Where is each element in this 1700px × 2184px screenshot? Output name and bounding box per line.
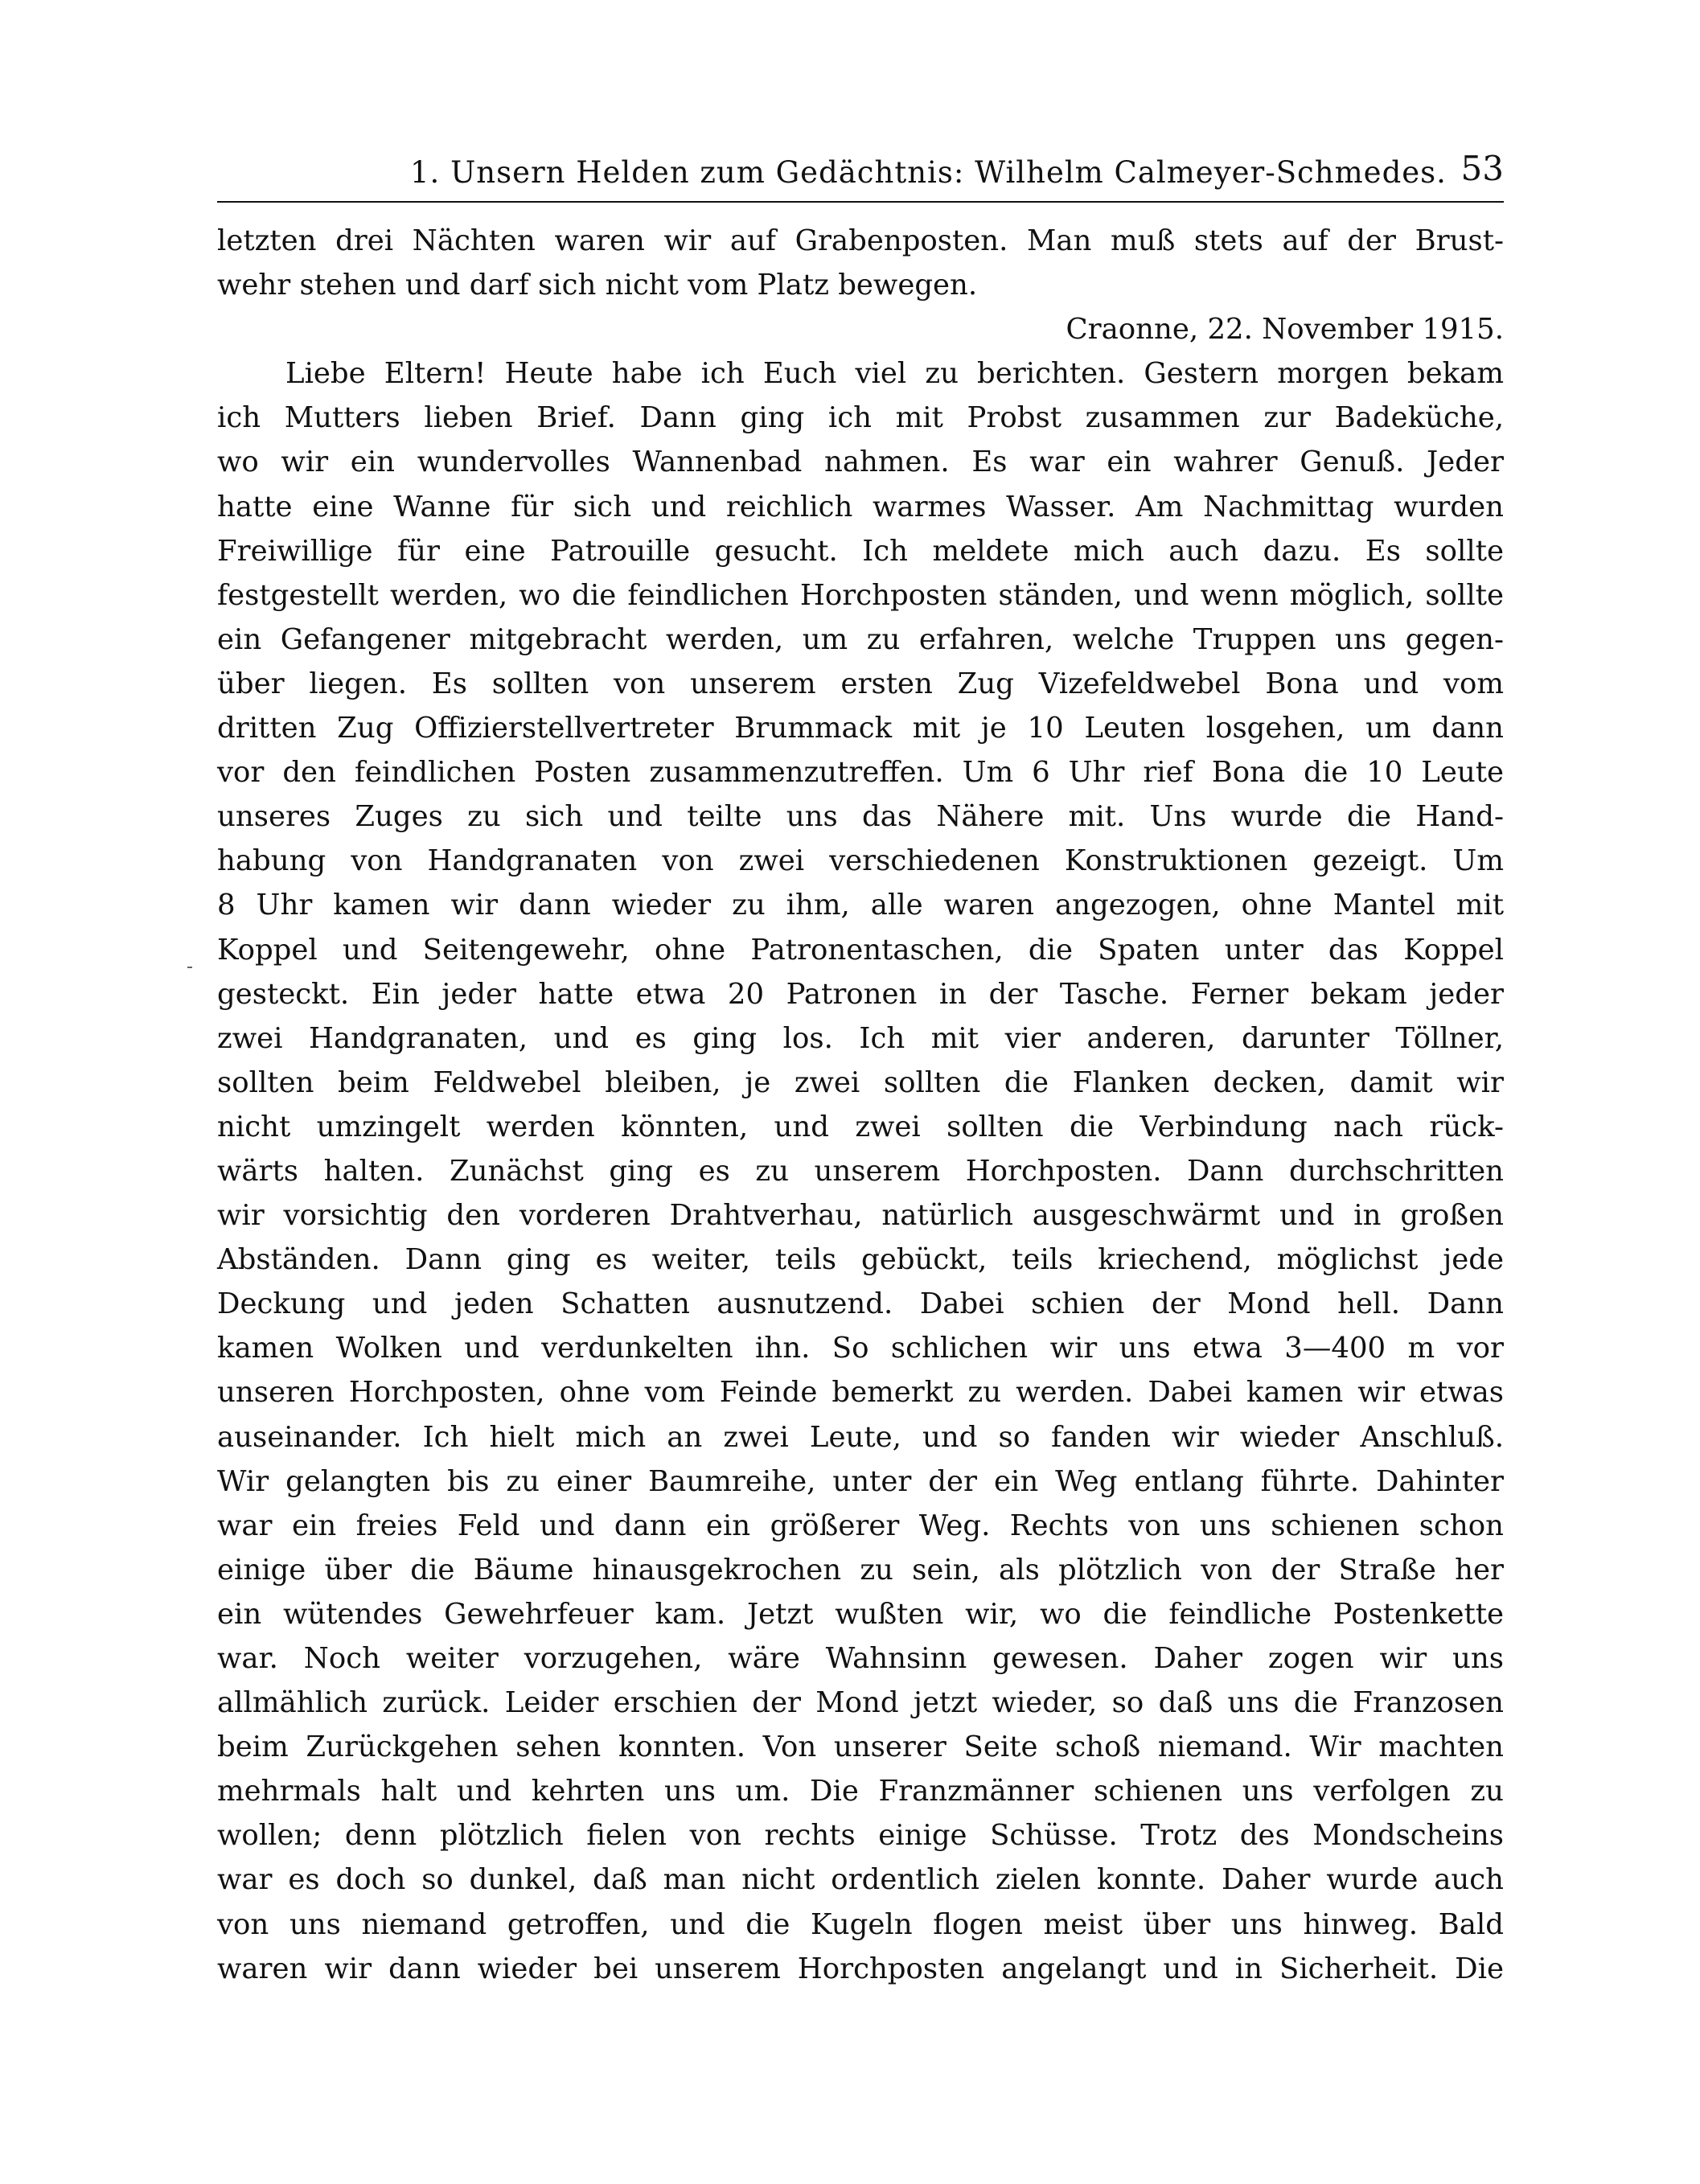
text-line: waren wir dann wieder bei unserem Horchposten angelangt und in Sicherheit. Die (217, 1952, 1504, 1985)
margin-mark (187, 967, 192, 968)
text-line: kamen Wolken und verdunkelten ihn. So schlichen wir uns etwa 3—400 m vor (217, 1332, 1504, 1365)
text-line: war. Noch weiter vorzugehen, wäre Wahnsinn gewesen. Daher zogen wir uns (217, 1642, 1504, 1675)
text-line: Liebe Eltern! Heute habe ich Euch viel zu berichten. Gestern morgen bekam (285, 357, 1504, 391)
text-line: ein Gefangener mitgebracht werden, um zu erfahren, welche Truppen uns gegen- (217, 622, 1504, 656)
text-line: von uns niemand getroffen, und die Kugeln flogen meist über uns hinweg. Bald (217, 1907, 1504, 1941)
header-rule (217, 201, 1504, 203)
text-line: zwei Handgranaten, und es ging los. Ich mit vier anderen, darunter Töllner, (217, 1021, 1504, 1055)
text-line: wollen; denn plötzlich fielen von rechts einige Schüsse. Trotz des Mondscheins (217, 1819, 1504, 1853)
text-line: Wir gelangten bis zu einer Baumreihe, unter der ein Weg entlang führte. Dahinter (217, 1464, 1504, 1498)
text-line: allmählich zurück. Leider erschien der Mond jetzt wieder, so daß uns die Franzosen (217, 1686, 1504, 1720)
text-line: auseinander. Ich hielt mich an zwei Leute, und so fanden wir wieder Anschluß. (217, 1420, 1504, 1454)
text-line: einige über die Bäume hinausgekrochen zu sein, als plötzlich von der Straße her (217, 1553, 1504, 1587)
text-line: wärts halten. Zunächst ging es zu unserem Horchposten. Dann durchschritten (217, 1154, 1504, 1188)
text-line: ich Mutters lieben Brief. Dann ging ich mit Probst zusammen zur Badeküche, (217, 401, 1504, 435)
text-line: Deckung und jeden Schatten ausnutzend. Dabei schien der Mond hell. Dann (217, 1287, 1504, 1321)
running-header (217, 149, 1504, 197)
text-line: unseren Horchposten, ohne vom Feinde bemerkt zu werden. Dabei kamen wir etwas (217, 1376, 1504, 1410)
text-line: nicht umzingelt werden könnten, und zwei sollten die Verbindung nach rück- (217, 1110, 1504, 1143)
text-line: festgestellt werden, wo die feindlichen Horchposten ständen, und wenn möglich, sollte (217, 578, 1504, 612)
text-line: gesteckt. Ein jeder hatte etwa 20 Patronen in der Tasche. Ferner bekam jeder (217, 977, 1504, 1011)
text-line: wir vorsichtig den vorderen Drahtverhau, natürlich ausgeschwärmt und in großen (217, 1199, 1504, 1233)
text-line: unseres Zuges zu sich und teilte uns das Nähere mit. Uns wurde die Hand- (217, 800, 1504, 834)
text-line: dritten Zug Offizierstellvertreter Brummack mit je 10 Leuten losgehen, um dann (217, 712, 1504, 745)
text-line: beim Zurückgehen sehen konnten. Von unserer Seite schoß niemand. Wir machten (217, 1730, 1504, 1764)
text-line: Abständen. Dann ging es weiter, teils gebückt, teils kriechend, möglichst jede (217, 1243, 1504, 1277)
text-line: ein wütendes Gewehrfeuer kam. Jetzt wußten wir, wo die feindliche Postenkette (217, 1597, 1504, 1631)
text-line: sollten beim Feldwebel bleiben, je zwei sollten die Flanken decken, damit wir (217, 1065, 1504, 1099)
text-line: 8 Uhr kamen wir dann wieder zu ihm, alle waren angezogen, ohne Mantel mit (217, 889, 1504, 922)
text-line: vor den feindlichen Posten zusammenzutreffen. Um 6 Uhr rief Bona die 10 Leute (217, 756, 1504, 790)
body-text (217, 219, 1504, 1988)
text-line: war ein freies Feld und dann ein größerer Weg. Rechts von uns schienen schon (217, 1509, 1504, 1542)
text-line: über liegen. Es sollten von unserem ersten Zug Vizefeldwebel Bona und vom (217, 667, 1504, 700)
text-line: letzten drei Nächten waren wir auf Grabenposten. Man muß stets auf der Brust- (217, 224, 1504, 257)
text-line: Freiwillige für eine Patrouille gesucht. Ich meldete mich auch dazu. Es sollte (217, 534, 1504, 568)
text-line: Koppel und Seitengewehr, ohne Patronentaschen, die Spaten unter das Koppel (217, 933, 1504, 967)
text-line: wehr stehen und darf sich nicht vom Platz bewegen. (217, 269, 978, 302)
text-line: wo wir ein wundervolles Wannenbad nahmen. Es war ein wahrer Genuß. Jeder (217, 445, 1504, 479)
page-number: 53 (1460, 149, 1504, 188)
text-line: war es doch so dunkel, daß man nicht ordentlich zielen konnte. Daher wurde auch (217, 1863, 1504, 1897)
text-line: mehrmals halt und kehrten uns um. Die Franzmänner schienen uns verfolgen zu (217, 1775, 1504, 1808)
text-line: habung von Handgranaten von zwei verschiedenen Konstruktionen gezeigt. Um (217, 844, 1504, 878)
running-title: 1. Unsern Helden zum Gedächtnis: Wilhelm Calmeyer-Schmedes. (410, 155, 1447, 190)
dateline: Craonne, 22. November 1915. (1066, 313, 1504, 347)
text-line: hatte eine Wanne für sich und reichlich warmes Wasser. Am Nachmittag wurden (217, 490, 1504, 523)
